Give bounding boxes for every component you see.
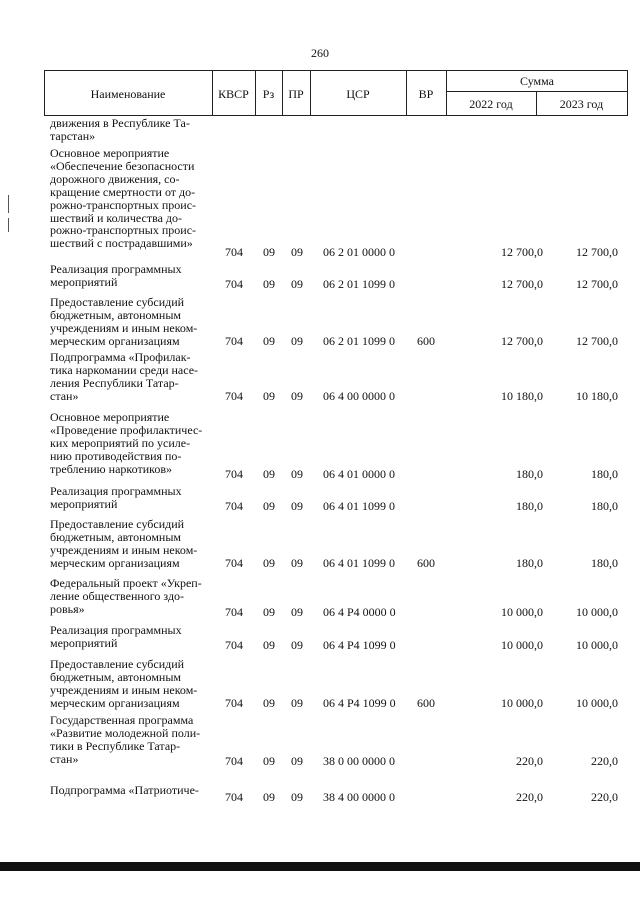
row-kvsr: 704 (225, 638, 243, 652)
row-name: Предоставление субсидий бюджетным, автономным учреждениям и иным неком- мерческим организациям (50, 517, 198, 570)
table-header (44, 70, 628, 116)
row-sum-2022: 180,0 (516, 467, 543, 481)
row-sum-2023: 10 000,0 (576, 638, 618, 652)
row-rz: 09 (263, 696, 275, 710)
row-kvsr: 704 (225, 790, 243, 804)
row-sum-2023: 180,0 (591, 467, 618, 481)
header-year-2023: 2023 год (559, 97, 604, 111)
row-pr: 09 (291, 790, 303, 804)
row-csr: 38 4 00 0000 0 (323, 790, 395, 804)
row-kvsr: 704 (225, 245, 243, 259)
header-year-2022: 2022 год (469, 97, 513, 111)
row-vr: 600 (417, 556, 435, 570)
row-name: Предоставление субсидий бюджетным, автономным учреждениям и иным неком- мерческим организациям (50, 657, 198, 710)
row-kvsr: 704 (225, 334, 243, 348)
row-sum-2022: 10 000,0 (501, 605, 543, 619)
header-csr: ЦСР (346, 87, 370, 101)
table-row (0, 485, 640, 513)
table-row (0, 411, 640, 481)
row-rz: 09 (263, 499, 275, 513)
row-name: Подпрограмма «Профилак- тика наркомании среди насе- ления Республики Татар- стан» (50, 350, 199, 403)
table-row (0, 784, 640, 804)
row-rz: 09 (263, 638, 275, 652)
table-row (0, 518, 640, 570)
row-csr: 06 4 01 1099 0 (323, 499, 395, 513)
table-row (0, 658, 640, 710)
row-kvsr: 704 (225, 556, 243, 570)
header-kvsr: КВСР (218, 87, 249, 101)
row-kvsr: 704 (225, 754, 243, 768)
margin-mark (8, 218, 9, 232)
row-sum-2023: 180,0 (591, 499, 618, 513)
row-sum-2022: 10 000,0 (501, 638, 543, 652)
row-csr: 06 4 P4 1099 0 (323, 696, 396, 710)
row-sum-2022: 180,0 (516, 556, 543, 570)
header-pr: ПР (288, 87, 304, 101)
row-kvsr: 704 (225, 696, 243, 710)
row-csr: 06 2 01 0000 0 (323, 245, 395, 259)
row-pr: 09 (291, 245, 303, 259)
row-sum-2023: 10 180,0 (576, 389, 618, 403)
row-rz: 09 (263, 790, 275, 804)
row-pr: 09 (291, 334, 303, 348)
row-sum-2022: 180,0 (516, 499, 543, 513)
row-sum-2022: 10 180,0 (501, 389, 543, 403)
row-name: Подпрограмма «Патриотиче- (50, 783, 199, 797)
row-kvsr: 704 (225, 605, 243, 619)
margin-mark (8, 195, 9, 213)
row-pr: 09 (291, 696, 303, 710)
row-sum-2022: 12 700,0 (501, 277, 543, 291)
row-csr: 06 4 P4 1099 0 (323, 638, 396, 652)
row-pr: 09 (291, 556, 303, 570)
row-kvsr: 704 (225, 499, 243, 513)
row-rz: 09 (263, 605, 275, 619)
row-name: Предоставление субсидий бюджетным, автономным учреждениям и иным неком- мерческим организациям (50, 295, 198, 348)
row-rz: 09 (263, 334, 275, 348)
row-name: Реализация программных мероприятий (50, 484, 182, 511)
row-name: Федеральный проект «Укреп- ление общественного здо- ровья» (50, 576, 202, 616)
row-kvsr: 704 (225, 277, 243, 291)
row-sum-2023: 12 700,0 (576, 245, 618, 259)
table-row (0, 714, 640, 768)
table-row (0, 117, 640, 145)
row-csr: 38 0 00 0000 0 (323, 754, 395, 768)
table-row (0, 147, 640, 259)
header-sum: Сумма (520, 74, 554, 88)
row-sum-2022: 220,0 (516, 790, 543, 804)
row-csr: 06 4 01 1099 0 (323, 556, 395, 570)
page-number: 260 (311, 46, 329, 60)
row-name: Реализация программных мероприятий (50, 623, 182, 650)
row-vr: 600 (417, 334, 435, 348)
row-name: движения в Республике Та- тарстан» (50, 116, 190, 143)
row-name: Реализация программных мероприятий (50, 262, 182, 289)
row-vr: 600 (417, 696, 435, 710)
table-row (0, 624, 640, 652)
row-pr: 09 (291, 605, 303, 619)
row-csr: 06 4 00 0000 0 (323, 389, 395, 403)
row-sum-2022: 12 700,0 (501, 245, 543, 259)
header-vr: ВР (418, 87, 434, 101)
row-sum-2022: 12 700,0 (501, 334, 543, 348)
row-sum-2022: 10 000,0 (501, 696, 543, 710)
header-name: Наименование (90, 87, 166, 101)
row-rz: 09 (263, 277, 275, 291)
row-csr: 06 2 01 1099 0 (323, 277, 395, 291)
row-rz: 09 (263, 556, 275, 570)
row-name: Государственная программа «Развитие молодежной поли- тики в Республике Татар- стан» (50, 713, 201, 766)
table-row (0, 351, 640, 403)
row-rz: 09 (263, 245, 275, 259)
row-kvsr: 704 (225, 389, 243, 403)
row-csr: 06 4 P4 0000 0 (323, 605, 396, 619)
row-csr: 06 2 01 1099 0 (323, 334, 395, 348)
row-sum-2022: 220,0 (516, 754, 543, 768)
table-row (0, 296, 640, 348)
row-rz: 09 (263, 754, 275, 768)
row-sum-2023: 10 000,0 (576, 696, 618, 710)
row-pr: 09 (291, 389, 303, 403)
table-row (0, 577, 640, 619)
row-pr: 09 (291, 638, 303, 652)
row-pr: 09 (291, 467, 303, 481)
row-name: Основное мероприятие «Обеспечение безопасности дорожного движения, со- кращение смертности от до- рожно-транспортных проис- шествий и количества до- рожно-транспортных проис- шествий с пострадавшими» (50, 146, 197, 251)
row-csr: 06 4 01 0000 0 (323, 467, 395, 481)
row-sum-2023: 180,0 (591, 556, 618, 570)
row-sum-2023: 12 700,0 (576, 334, 618, 348)
row-rz: 09 (263, 467, 275, 481)
table-row (0, 263, 640, 291)
row-pr: 09 (291, 754, 303, 768)
row-pr: 09 (291, 277, 303, 291)
row-sum-2023: 220,0 (591, 790, 618, 804)
header-rz: Рз (262, 87, 275, 101)
row-sum-2023: 12 700,0 (576, 277, 618, 291)
row-pr: 09 (291, 499, 303, 513)
row-name: Основное мероприятие «Проведение профилактичес- ких мероприятий по усиле- нию противодействия по- треблению наркотиков» (50, 410, 203, 476)
row-sum-2023: 10 000,0 (576, 605, 618, 619)
row-kvsr: 704 (225, 467, 243, 481)
row-sum-2023: 220,0 (591, 754, 618, 768)
row-rz: 09 (263, 389, 275, 403)
scan-edge-bar (0, 862, 640, 871)
